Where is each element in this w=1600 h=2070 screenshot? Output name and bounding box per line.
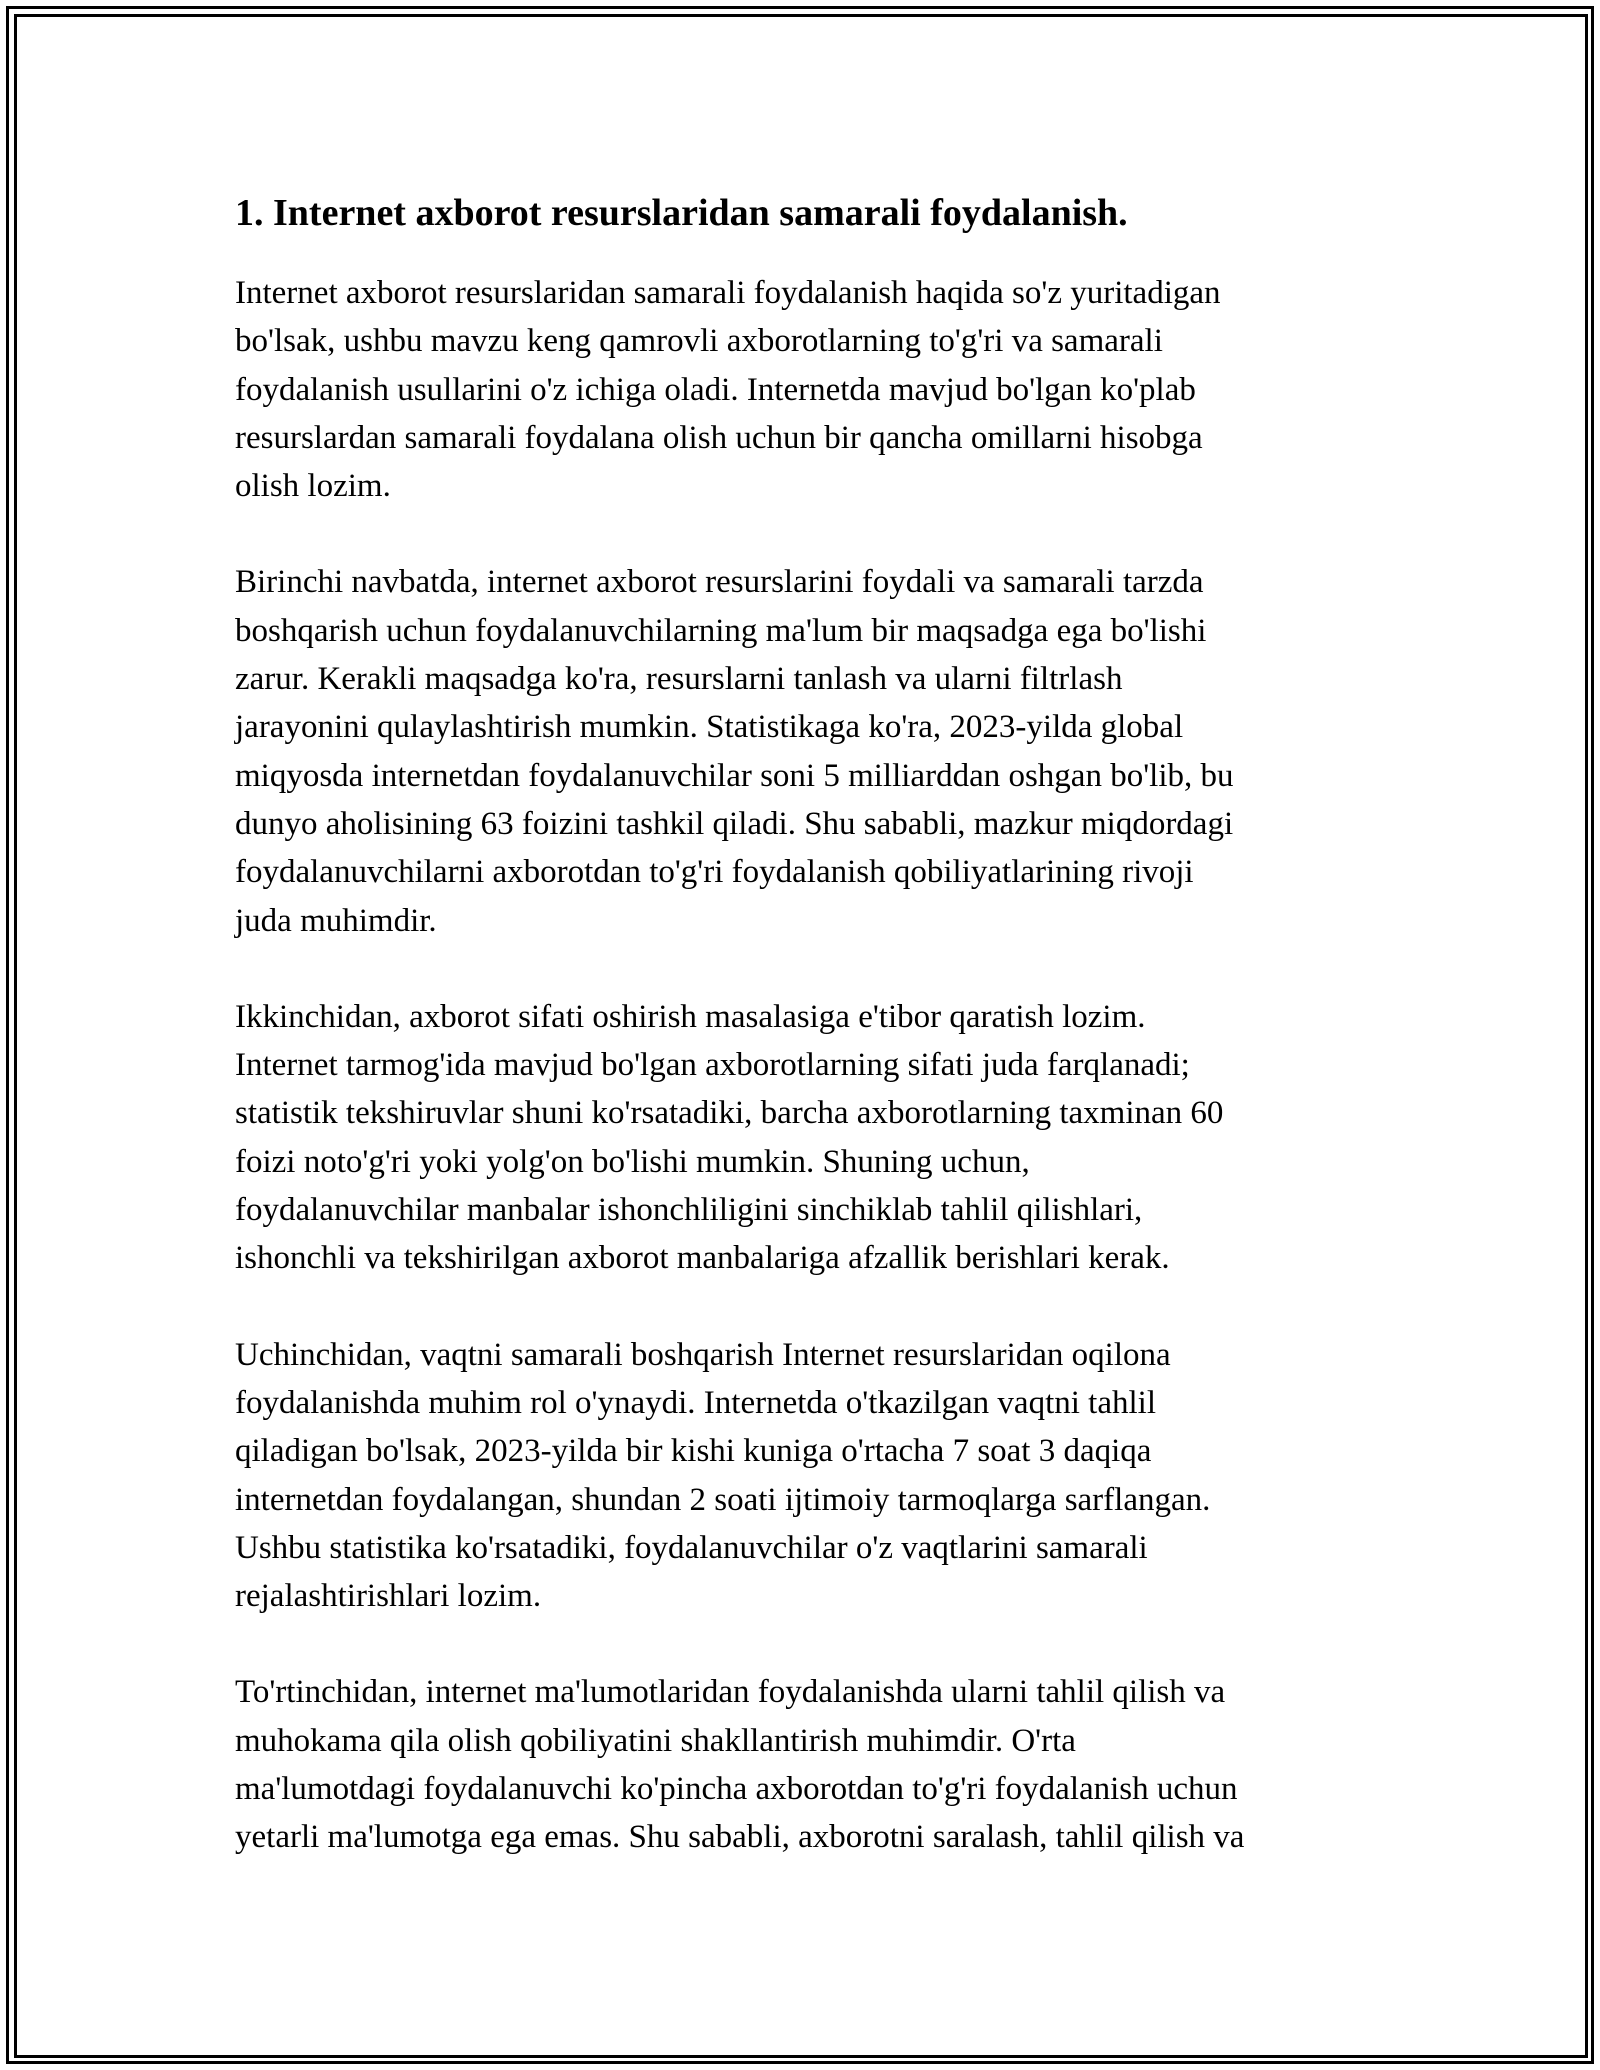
paragraph-line: jarayonini qulaylashtirish mumkin. Statistikaga ko'ra, 2023-yilda global xyxy=(235,709,1184,746)
paragraph-line: juda muhimdir. xyxy=(235,902,437,939)
paragraph-line: ishonchli va tekshirilgan axborot manbalariga afzallik berishlari kerak. xyxy=(235,1240,1170,1277)
paragraph-line: To'rtinchidan, internet ma'lumotlaridan foydalanishda ularni tahlil qilish va xyxy=(235,1674,1226,1711)
paragraph-line: Ushbu statistika ko'rsatadiki, foydalanuvchilar o'z vaqtlarini samarali xyxy=(235,1529,1148,1566)
paragraph-line: foydalanuvchilar manbalar ishonchliligini sinchiklab tahlil qilishlari, xyxy=(235,1192,1143,1229)
paragraph-line: qiladigan bo'lsak, 2023-yilda bir kishi kuniga o'rtacha 7 soat 3 daqiqa xyxy=(235,1433,1152,1470)
paragraph-line: Ikkinchidan, axborot sifati oshirish masalasiga e'tibor qaratish lozim. xyxy=(235,998,1146,1035)
paragraph-line: Uchinchidan, vaqtni samarali boshqarish Internet resurslaridan oqilona xyxy=(235,1336,1171,1373)
paragraph-2 xyxy=(235,558,1375,944)
paragraph-line: rejalashtirishlari lozim. xyxy=(235,1578,542,1615)
paragraph-line: internetdan foydalangan, shundan 2 soati ijtimoiy tarmoqlarga sarflangan. xyxy=(235,1481,1211,1518)
paragraph-line: yetarli ma'lumotga ega emas. Shu sababli, axborotni saralash, tahlil qilish va xyxy=(235,1819,1245,1856)
paragraph-line: foydalanishda muhim rol o'ynaydi. Internetda o'tkazilgan vaqtni tahlil xyxy=(235,1384,1156,1421)
paragraph-line: foydalanuvchilarni axborotdan to'g'ri foydalanish qobiliyatlarining rivoji xyxy=(235,854,1194,891)
paragraph-4 xyxy=(235,1331,1375,1621)
paragraph-line: olish lozim. xyxy=(235,468,391,505)
paragraph-line: ma'lumotdagi foydalanuvchi ko'pincha axborotdan to'g'ri foydalanish uchun xyxy=(235,1771,1238,1808)
paragraph-line: dunyo aholisining 63 foizini tashkil qiladi. Shu sababli, mazkur miqdordagi xyxy=(235,805,1234,842)
paragraph-line: bo'lsak, ushbu mavzu keng qamrovli axborotlarning to'g'ri va samarali xyxy=(235,323,1163,360)
paragraph-line: boshqarish uchun foydalanuvchilarning ma'lum bir maqsadga ega bo'lishi xyxy=(235,612,1207,649)
paragraph-line: miqyosda internetdan foydalanuvchilar soni 5 milliarddan oshgan bo'lib, bu xyxy=(235,757,1234,794)
paragraph-5 xyxy=(235,1668,1375,1861)
paragraph-1 xyxy=(235,269,1375,510)
paragraph-line: statistik tekshiruvlar shuni ko'rsatadiki, barcha axborotlarning taxminan 60 xyxy=(235,1095,1224,1132)
paragraph-3 xyxy=(235,993,1375,1283)
paragraph-line: Internet axborot resurslaridan samarali foydalanish haqida so'z yuritadigan xyxy=(235,275,1221,311)
paragraph-line: zarur. Kerakli maqsadga ko'ra, resurslarni tanlash va ularni filtrlash xyxy=(235,661,1123,698)
paragraph-line: foydalanish usullarini o'z ichiga oladi. Internetda mavjud bo'lgan ko'plab xyxy=(235,371,1196,408)
paragraph-line: foizi noto'g'ri yoki yolg'on bo'lishi mumkin. Shuning uchun, xyxy=(235,1143,1030,1180)
paragraph-line: Internet tarmog'ida mavjud bo'lgan axborotlarning sifati juda farqlanadi; xyxy=(235,1047,1190,1084)
paragraph-line: resurslardan samarali foydalana olish uchun bir qancha omillarni hisobga xyxy=(235,419,1203,456)
section-heading: 1. Internet axborot resurslaridan samarali foydalanish. xyxy=(235,192,1128,234)
paragraph-line: Birinchi navbatda, internet axborot resurslarini foydali va samarali tarzda xyxy=(235,564,1204,601)
document-body xyxy=(235,185,1375,1862)
paragraph-line: muhokama qila olish qobiliyatini shakllantirish muhimdir. O'rta xyxy=(235,1722,1076,1759)
